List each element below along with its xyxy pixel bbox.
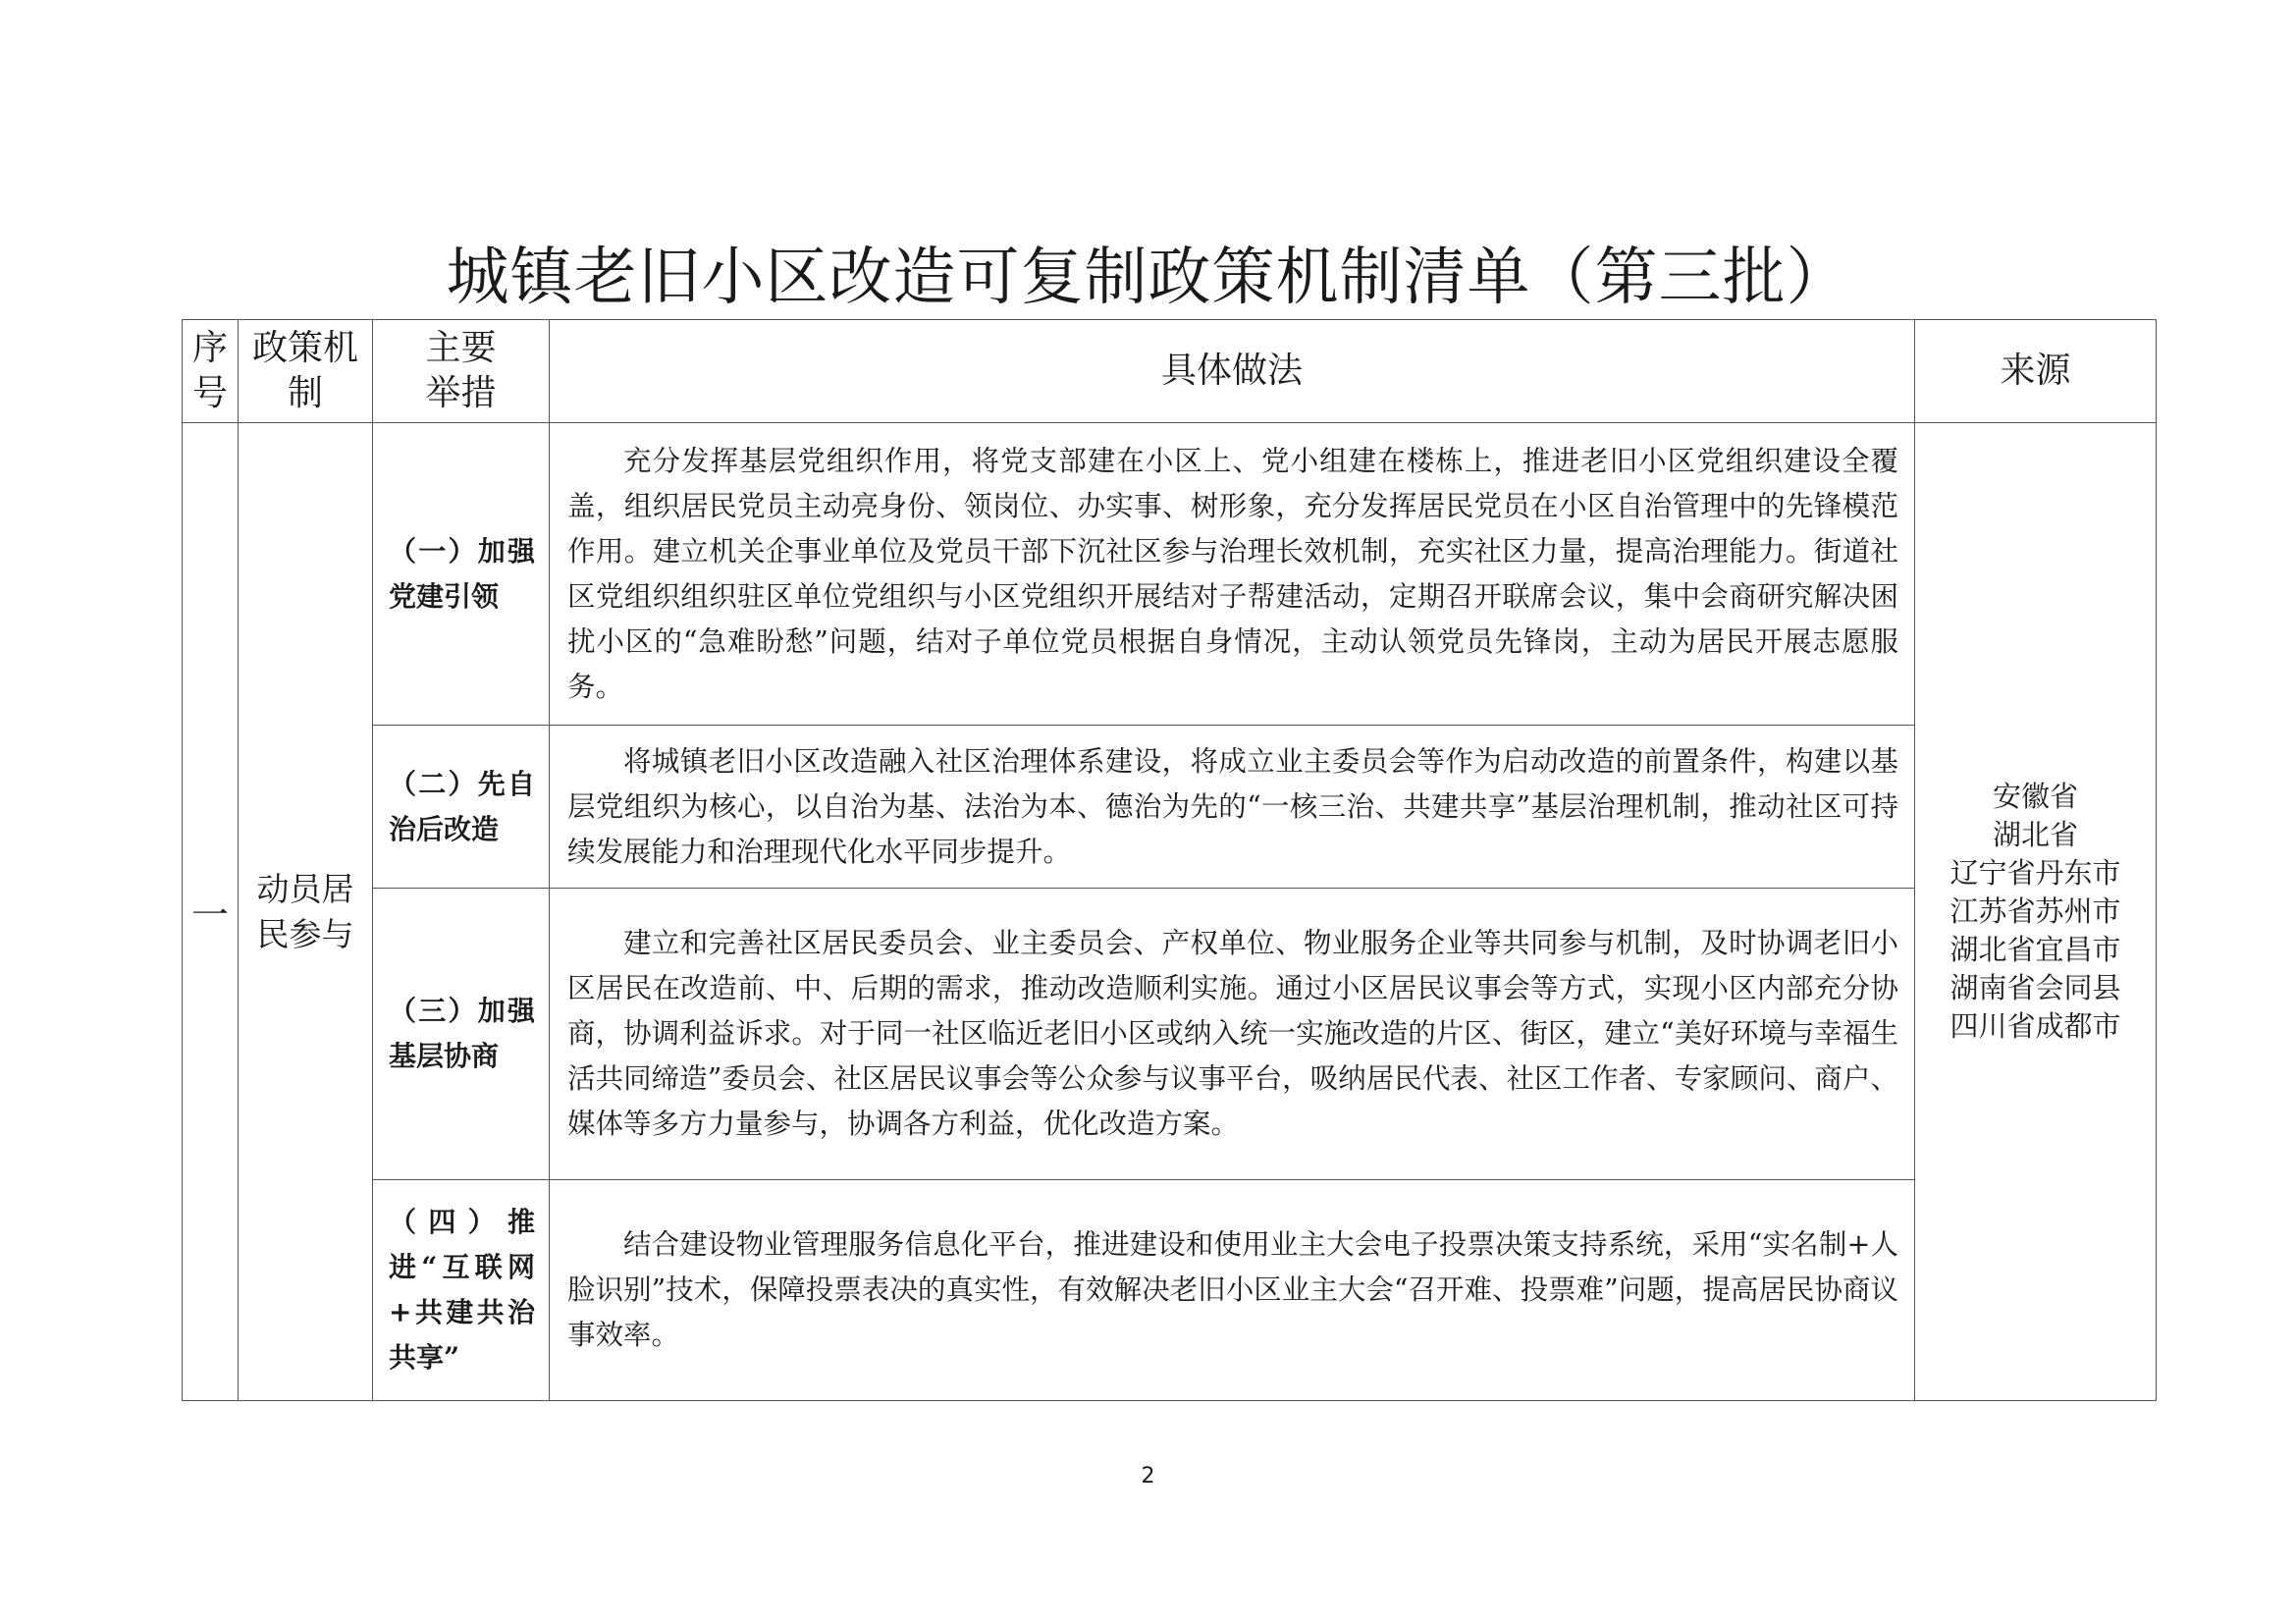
table-row xyxy=(183,1180,2157,1401)
header-source: 来源 xyxy=(1915,320,2157,423)
table-row xyxy=(183,889,2157,1180)
source-item: 湖南省会同县 xyxy=(1949,971,2121,1004)
policy-table xyxy=(182,319,2157,1401)
table-row xyxy=(183,726,2157,889)
measure-cell: （三）加强基层协商 xyxy=(373,889,550,1180)
header-measures: 主要举措 xyxy=(373,320,550,423)
source-item: 湖北省宜昌市 xyxy=(1949,933,2121,966)
source-item: 安徽省 xyxy=(1992,780,2078,813)
detail-cell: 充分发挥基层党组织作用，将党支部建在小区上、党小组建在楼栋上，推进老旧小区党组织建设全覆盖，组织居民党员主动亮身份、领岗位、办实事、树形象，充分发挥居民党员在小区自治管理中的先锋模范作用。建立机关企事业单位及党员干部下沉社区参与治理长效机制，充实社区力量，提高治理能力。街道社区党组织组织驻区单位党组织与小区党组织开展结对子帮建活动，定期召开联席会议，集中会商研究解决困扰小区的“急难盼愁”问题，结对子单位党员根据自身情况，主动认领党员先锋岗，主动为居民开展志愿服务。 xyxy=(550,423,1915,726)
detail-cell: 结合建设物业管理服务信息化平台，推进建设和使用业主大会电子投票决策支持系统，采用“实名制+人脸识别”技术，保障投票表决的真实性，有效解决老旧小区业主大会“召开难、投票难”问题，提高居民协商议事效率。 xyxy=(550,1180,1915,1401)
source-item: 湖北省 xyxy=(1992,818,2078,851)
measure-cell: （四）推进“互联网+共建共治共享” xyxy=(373,1180,550,1401)
group-mechanism: 动员居民参与 xyxy=(239,423,373,1401)
header-details: 具体做法 xyxy=(550,320,1915,423)
table-row xyxy=(183,423,2157,726)
page-title: 城镇老旧小区改造可复制政策机制清单（第三批） xyxy=(446,242,1850,314)
measure-cell: （二）先自治后改造 xyxy=(373,726,550,889)
header-mechanism: 政策机制 xyxy=(239,320,373,423)
detail-cell: 将城镇老旧小区改造融入社区治理体系建设，将成立业主委员会等作为启动改造的前置条件，构建以基层党组织为核心，以自治为基、法治为本、德治为先的“一核三治、共建共享”基层治理机制，推动社区可持续发展能力和治理现代化水平同步提升。 xyxy=(550,726,1915,889)
header-seq: 序号 xyxy=(183,320,239,423)
group-seq: 一 xyxy=(183,423,239,1401)
page-number: 2 xyxy=(1141,1464,1155,1489)
detail-cell: 建立和完善社区居民委员会、业主委员会、产权单位、物业服务企业等共同参与机制，及时协调老旧小区居民在改造前、中、后期的需求，推动改造顺利实施。通过小区居民议事会等方式，实现小区内部充分协商，协调利益诉求。对于同一社区临近老旧小区或纳入统一实施改造的片区、街区，建立“美好环境与幸福生活共同缔造”委员会、社区居民议事会等公众参与议事平台，吸纳居民代表、社区工作者、专家顾问、商户、媒体等多方力量参与，协调各方利益，优化改造方案。 xyxy=(550,889,1915,1180)
source-item: 辽宁省丹东市 xyxy=(1949,856,2121,890)
source-cell xyxy=(1915,423,2157,1401)
measure-cell: （一）加强党建引领 xyxy=(373,423,550,726)
source-item: 江苏省苏州市 xyxy=(1949,894,2121,928)
table-header-row xyxy=(183,320,2157,423)
source-item: 四川省成都市 xyxy=(1949,1009,2121,1043)
